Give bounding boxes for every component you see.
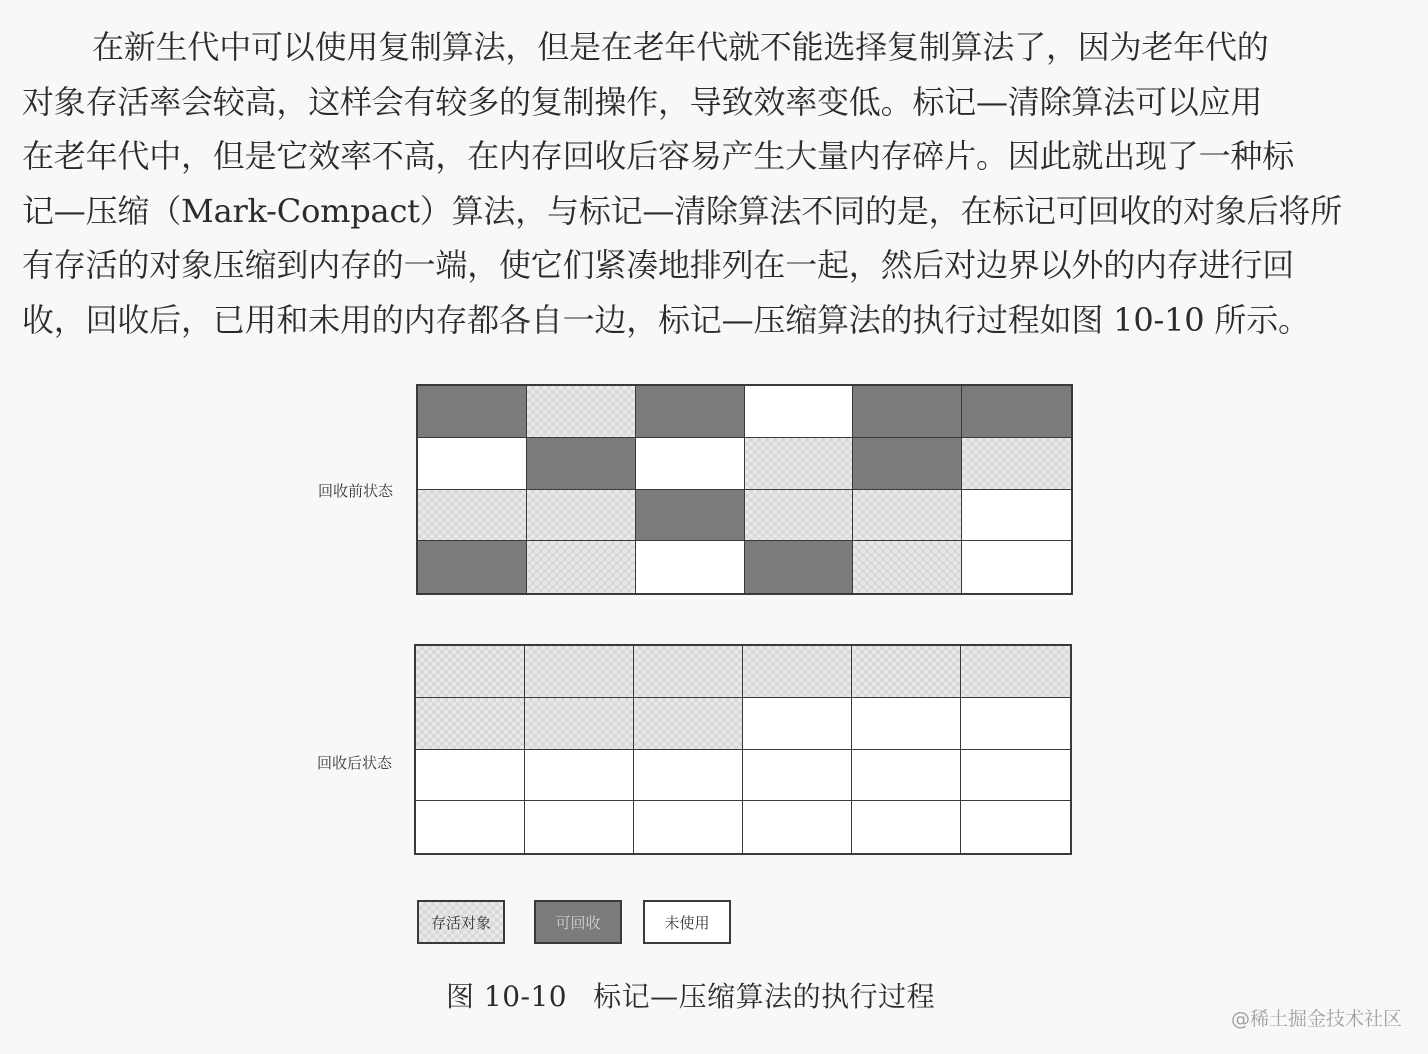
memory-cell-live [745,438,854,490]
memory-cell-unused [852,698,961,750]
memory-cell-reclaim [418,541,527,593]
memory-cell-unused [525,750,634,802]
memory-cell-live [525,698,634,750]
paragraph-line: 有存活的对象压缩到内存的一端，使它们紧凑地排列在一起，然后对边界以外的内存进行回 [22,246,1295,284]
memory-cell-live [525,646,634,698]
paragraph-line: 记—压缩（Mark-Compact）算法，与标记—清除算法不同的是，在标记可回收的对象后将所 [22,191,1343,230]
paragraph-line: 在新生代中可以使用复制算法，但是在老年代就不能选择复制算法了，因为老年代的 [92,28,1269,66]
memory-cell-live [416,698,525,750]
memory-cell-reclaim [636,386,745,438]
watermark: @稀土掘金技术社区 [1230,1008,1402,1030]
memory-cell-live [745,490,854,542]
memory-cell-live [527,386,636,438]
memory-cell-unused [636,541,745,593]
memory-cell-unused [962,541,1071,593]
memory-cell-unused [416,750,525,802]
memory-cell-live [634,646,743,698]
memory-cell-live [527,490,636,542]
after-state-label: 回收后状态 [317,754,393,772]
memory-cell-live [853,541,962,593]
memory-cell-unused [961,698,1070,750]
legend-live: 存活对象 [417,900,505,944]
paragraph-line: 收，回收后，已用和未用的内存都各自一边，标记—压缩算法的执行过程如图 10-10 所示。 [22,300,1310,339]
memory-cell-unused [743,698,852,750]
legend-unused: 未使用 [643,900,731,944]
legend-reclaimable: 可回收 [534,900,622,944]
memory-cell-unused [416,801,525,853]
memory-cell-unused [852,750,961,802]
figure-caption-text: 标记—压缩算法的执行过程 [593,980,936,1013]
memory-cell-unused [418,438,527,490]
memory-cell-reclaim [745,541,854,593]
memory-cell-live [527,541,636,593]
memory-cell-unused [634,801,743,853]
figure-caption [446,975,935,1015]
memory-grid-before [416,384,1073,595]
memory-cell-unused [743,750,852,802]
memory-cell-live [416,646,525,698]
memory-cell-unused [634,750,743,802]
memory-cell-live [961,646,1070,698]
memory-cell-live [962,438,1071,490]
paragraph-line: 对象存活率会较高，这样会有较多的复制操作，导致效率变低。标记—清除算法可以应用 [22,82,1263,121]
memory-cell-live [743,646,852,698]
memory-cell-live [853,490,962,542]
body-paragraph [22,20,1367,347]
memory-cell-unused [962,490,1071,542]
memory-cell-reclaim [853,386,962,438]
memory-cell-reclaim [636,490,745,542]
figure-number: 图 10-10 [446,980,568,1013]
memory-cell-live [418,490,527,542]
memory-cell-live [634,698,743,750]
memory-cell-reclaim [527,438,636,490]
memory-cell-reclaim [418,386,527,438]
memory-cell-unused [961,750,1070,802]
memory-cell-live [852,646,961,698]
paragraph-line: 在老年代中，但是它效率不高，在内存回收后容易产生大量内存碎片。因此就出现了一种标 [22,137,1295,175]
memory-grid-after [414,644,1072,855]
memory-cell-unused [743,801,852,853]
memory-cell-unused [961,801,1070,853]
memory-cell-unused [852,801,961,853]
memory-cell-unused [745,386,854,438]
memory-cell-unused [636,438,745,490]
memory-cell-unused [525,801,634,853]
memory-cell-reclaim [853,438,962,490]
memory-cell-reclaim [962,386,1071,438]
before-state-label: 回收前状态 [318,482,394,500]
